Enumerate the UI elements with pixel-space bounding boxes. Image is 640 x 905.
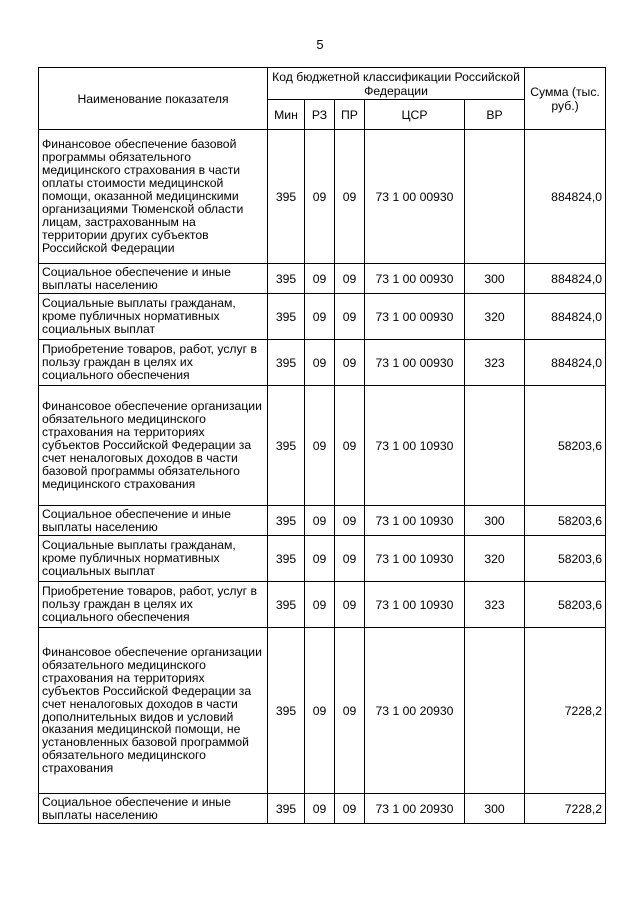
row-rz: 09 <box>305 294 335 340</box>
row-sum: 58203,6 <box>525 506 606 536</box>
row-vr <box>465 386 525 506</box>
header-vr: ВР <box>465 100 525 130</box>
row-pr: 09 <box>335 582 365 628</box>
row-vr: 300 <box>465 264 525 294</box>
table-row <box>39 264 606 294</box>
row-sum: 58203,6 <box>525 582 606 628</box>
row-name: Социальные выплаты гражданам, кроме публичных нормативных социальных выплат <box>39 536 268 582</box>
row-vr <box>465 130 525 264</box>
row-sum: 58203,6 <box>525 536 606 582</box>
row-pr: 09 <box>335 340 365 386</box>
table-row <box>39 628 606 794</box>
row-rz: 09 <box>305 794 335 824</box>
row-name: Приобретение товаров, работ, услуг в пользу граждан в целях их социального обеспечения <box>39 582 268 628</box>
budget-table <box>38 67 606 824</box>
row-sum: 884824,0 <box>525 264 606 294</box>
row-pr: 09 <box>335 130 365 264</box>
page-number: 5 <box>316 37 324 52</box>
row-sum: 58203,6 <box>525 386 606 506</box>
row-min: 395 <box>268 794 305 824</box>
row-csr: 73 1 00 10930 <box>365 582 465 628</box>
row-vr: 300 <box>465 794 525 824</box>
row-name: Социальное обеспечение и иные выплаты населению <box>39 794 268 824</box>
row-rz: 09 <box>305 130 335 264</box>
row-vr: 300 <box>465 506 525 536</box>
table-row <box>39 294 606 340</box>
row-csr: 73 1 00 00930 <box>365 130 465 264</box>
row-csr: 73 1 00 20930 <box>365 794 465 824</box>
row-csr: 73 1 00 10930 <box>365 506 465 536</box>
table-row <box>39 130 606 264</box>
row-sum: 884824,0 <box>525 130 606 264</box>
row-csr: 73 1 00 00930 <box>365 340 465 386</box>
row-vr: 320 <box>465 294 525 340</box>
row-csr: 73 1 00 00930 <box>365 264 465 294</box>
row-name: Социальные выплаты гражданам, кроме публичных нормативных социальных выплат <box>39 294 268 340</box>
row-pr: 09 <box>335 294 365 340</box>
header-code-group: Код бюджетной классификации Российской Федерации <box>268 68 525 100</box>
row-pr: 09 <box>335 628 365 794</box>
header-sum: Сумма (тыс. руб.) <box>525 68 606 130</box>
row-pr: 09 <box>335 264 365 294</box>
row-vr: 323 <box>465 340 525 386</box>
row-sum: 884824,0 <box>525 340 606 386</box>
header-min: Мин <box>268 100 305 130</box>
row-min: 395 <box>268 294 305 340</box>
header-csr: ЦСР <box>365 100 465 130</box>
row-min: 395 <box>268 582 305 628</box>
row-vr: 323 <box>465 582 525 628</box>
row-rz: 09 <box>305 582 335 628</box>
row-sum: 884824,0 <box>525 294 606 340</box>
table-row <box>39 506 606 536</box>
header-pr: ПР <box>335 100 365 130</box>
header-rz: РЗ <box>305 100 335 130</box>
row-rz: 09 <box>305 536 335 582</box>
row-name: Финансовое обеспечение организации обязательного медицинского страхования на территориях субъектов Российской Федерации за счет неналоговых доходов в части дополнительных видов и условий оказания медицинской помощи, не установленных базовой программой обязательного медицинского страхования <box>39 628 268 794</box>
row-name: Финансовое обеспечение базовой программы обязательного медицинского страхования в части оплаты стоимости медицинской помощи, оказанной медицинскими организациями Тюменской области лицам, застрахованным на территории других субъектов Российской Федерации <box>39 130 268 264</box>
row-min: 395 <box>268 264 305 294</box>
row-pr: 09 <box>335 386 365 506</box>
row-min: 395 <box>268 628 305 794</box>
row-min: 395 <box>268 340 305 386</box>
table-row <box>39 582 606 628</box>
row-rz: 09 <box>305 506 335 536</box>
row-rz: 09 <box>305 264 335 294</box>
row-pr: 09 <box>335 794 365 824</box>
row-min: 395 <box>268 130 305 264</box>
row-rz: 09 <box>305 386 335 506</box>
table-row <box>39 794 606 824</box>
row-sum: 7228,2 <box>525 628 606 794</box>
row-min: 395 <box>268 506 305 536</box>
row-name: Социальное обеспечение и иные выплаты населению <box>39 264 268 294</box>
row-sum: 7228,2 <box>525 794 606 824</box>
row-vr: 320 <box>465 536 525 582</box>
row-rz: 09 <box>305 628 335 794</box>
row-csr: 73 1 00 10930 <box>365 536 465 582</box>
row-pr: 09 <box>335 506 365 536</box>
row-pr: 09 <box>335 536 365 582</box>
row-rz: 09 <box>305 340 335 386</box>
row-csr: 73 1 00 10930 <box>365 386 465 506</box>
row-name: Финансовое обеспечение организации обязательного медицинского страхования на территориях субъектов Российской Федерации за счет неналоговых доходов в части базовой программы обязательного медицинского страхования <box>39 386 268 506</box>
row-min: 395 <box>268 536 305 582</box>
table-row <box>39 340 606 386</box>
row-csr: 73 1 00 20930 <box>365 628 465 794</box>
row-name: Социальное обеспечение и иные выплаты населению <box>39 506 268 536</box>
table-row <box>39 386 606 506</box>
table-row <box>39 536 606 582</box>
row-vr <box>465 628 525 794</box>
row-csr: 73 1 00 00930 <box>365 294 465 340</box>
row-min: 395 <box>268 386 305 506</box>
row-name: Приобретение товаров, работ, услуг в пользу граждан в целях их социального обеспечения <box>39 340 268 386</box>
header-name: Наименование показателя <box>39 68 268 130</box>
